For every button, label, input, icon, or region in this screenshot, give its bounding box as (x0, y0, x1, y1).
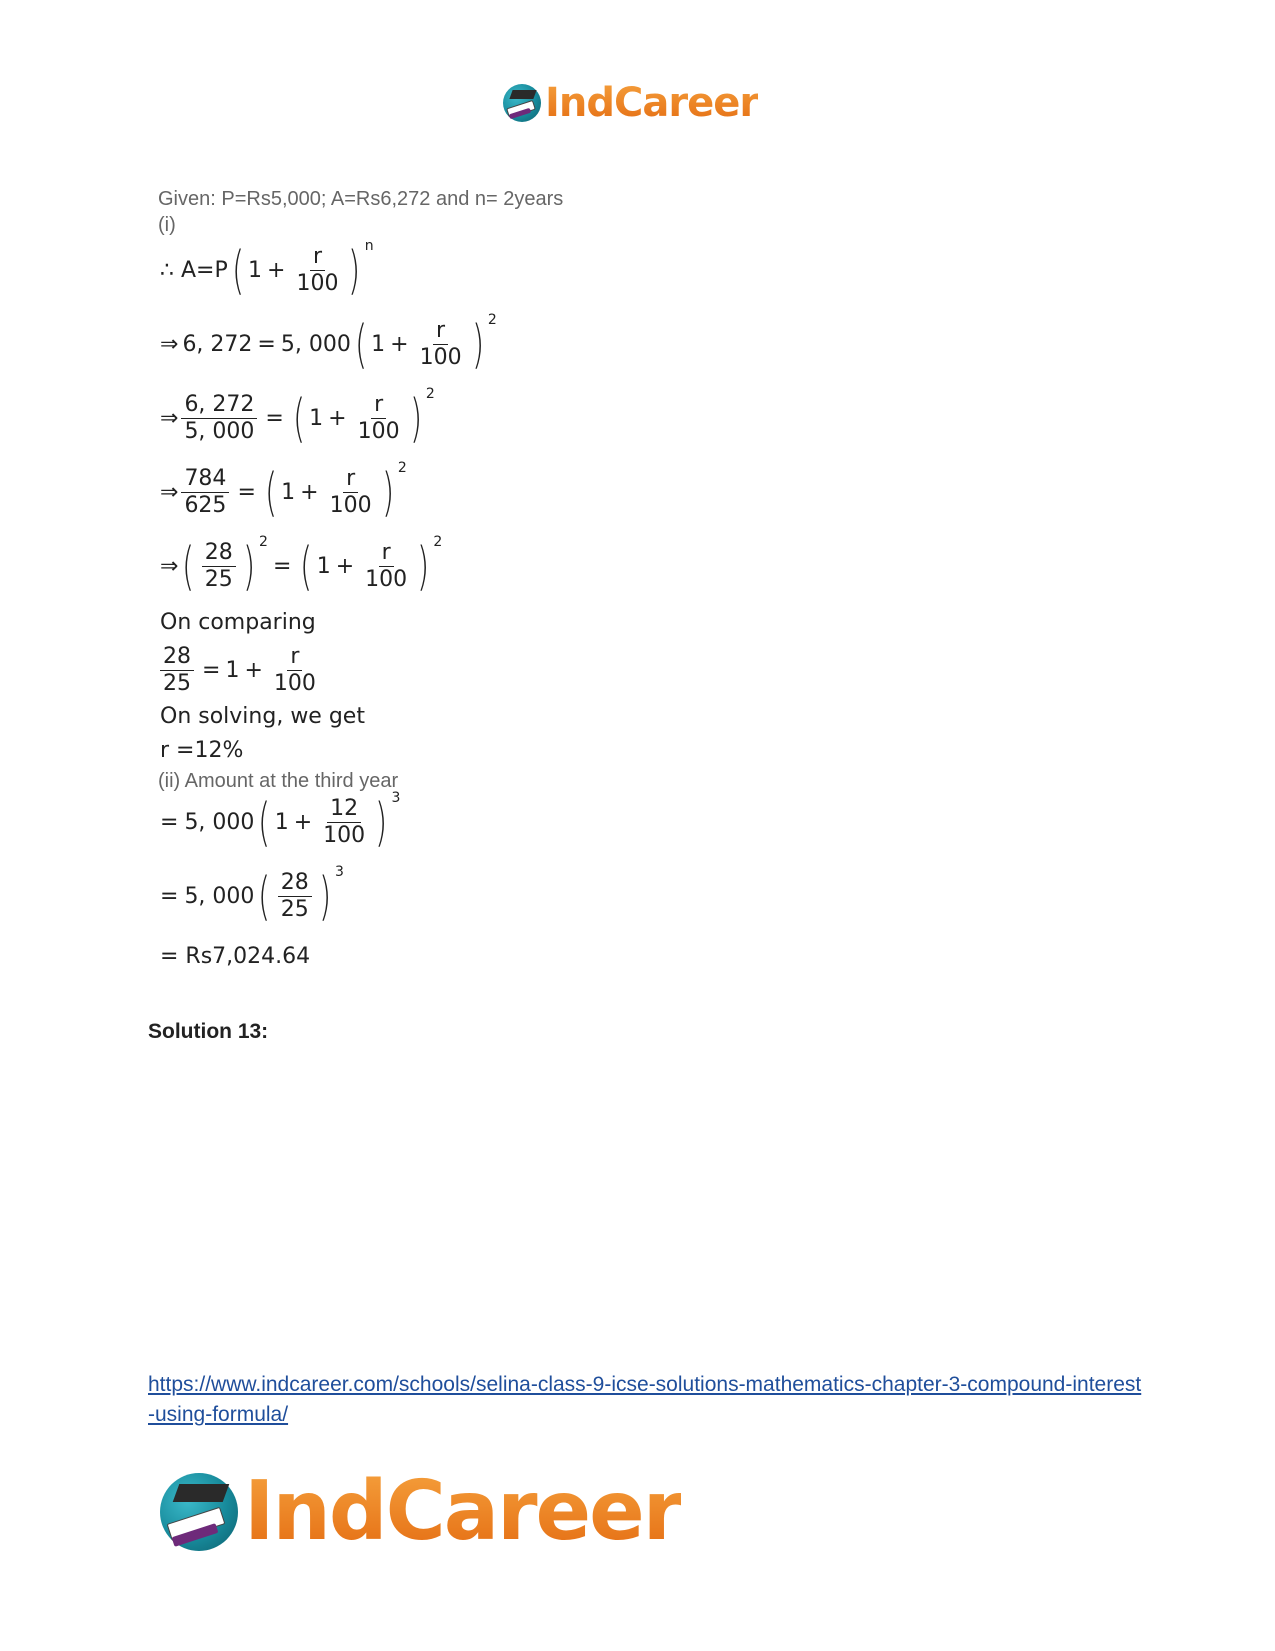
principal-value: 5, 000 (280, 332, 351, 357)
indcareer-logo-top (503, 80, 758, 126)
footer-source-link[interactable]: https://www.indcareer.com/schools/selina-class-9-icse-solutions-mathematics-chapter-3-compound-interest-using-formula/ (148, 1373, 1142, 1426)
numerator: r (371, 392, 386, 419)
exponent: 2 (397, 460, 407, 476)
solution-13-heading: Solution 13: (148, 1020, 269, 1043)
plus-sign: + (328, 406, 347, 431)
lhs-fraction (181, 392, 257, 445)
plus-sign: + (390, 332, 409, 357)
formula-step-6 (160, 644, 322, 697)
denominator: 625 (184, 493, 227, 518)
implies-arrow: ⇒ (160, 332, 179, 357)
on-solving-text: On solving, we get (160, 704, 365, 729)
numerator: r (287, 644, 302, 671)
denominator: 100 (419, 345, 462, 370)
formula-prefix: ∴ A=P (160, 258, 228, 283)
principal-value: 5, 000 (184, 884, 255, 909)
given-statement: Given: P=Rs5,000; A=Rs6,272 and n= 2years (158, 188, 564, 210)
exponent: 2 (425, 386, 435, 402)
numerator: 28 (160, 644, 194, 671)
equals-sign: = (160, 884, 179, 909)
denominator: 100 (329, 493, 372, 518)
plus-sign: + (300, 480, 319, 505)
one: 1 (248, 258, 263, 283)
equals-sign: = (202, 658, 221, 683)
numerator: r (310, 244, 325, 271)
lhs-value: 6, 272 (182, 332, 253, 357)
formula-step-2: ⇒ 6, 272 = 5, 000 ( 1 + $\frac{r}{100}$ ) 2 (160, 312, 497, 375)
fraction (320, 796, 368, 849)
plus-sign: + (335, 554, 355, 579)
equals-sign: = (272, 554, 292, 579)
graduation-cap-book-globe-icon (160, 1473, 238, 1551)
one: 1 (316, 554, 331, 579)
graduation-cap-book-globe-icon (503, 84, 541, 122)
one: 1 (281, 480, 296, 505)
one: 1 (225, 658, 240, 683)
plus-sign: + (293, 810, 313, 835)
fraction (417, 318, 465, 371)
fraction (362, 540, 410, 593)
part-i-label: (i) (158, 214, 176, 236)
denominator: 25 (204, 567, 233, 592)
one: 1 (371, 332, 386, 357)
exponent: 2 (487, 312, 497, 328)
one: 1 (309, 406, 324, 431)
denominator: 100 (365, 567, 408, 592)
formula-step-4: ⇒ $\frac{784}{625}$ = ( 1 + $\frac{r}{100}$ ) 2 (160, 460, 407, 523)
denominator: 100 (273, 671, 316, 696)
denominator: 25 (280, 897, 309, 922)
numerator: r (379, 540, 394, 567)
formula-step-3: ⇒ $\frac{6, 272}{5, 000}$ = ( 1 + $\frac{r}{100}$ ) 2 (160, 386, 435, 449)
denominator: 25 (163, 671, 191, 696)
equals-sign: = (257, 332, 276, 357)
plus-sign: + (244, 658, 263, 683)
principal-value: 5, 000 (184, 810, 255, 835)
indcareer-logo-bottom (160, 1464, 682, 1559)
amount-step-2: = 5, 000 ( $\frac{28}{25}$ ) 3 (160, 864, 344, 927)
equals-sign: = (237, 480, 256, 505)
on-comparing-text: On comparing (160, 610, 316, 635)
implies-arrow: ⇒ (160, 554, 179, 579)
numerator: 28 (278, 870, 312, 897)
one: 1 (274, 810, 289, 835)
exponent: 3 (391, 790, 401, 806)
denominator: 100 (323, 823, 366, 848)
lhs-fraction (160, 644, 194, 697)
logo-wordmark: IndCareer (545, 80, 759, 126)
part-ii-label: (ii) Amount at the third year (158, 770, 399, 792)
exponent: n (364, 238, 374, 254)
equals-sign: = (265, 406, 284, 431)
fraction (271, 644, 319, 697)
numerator: 28 (202, 540, 236, 567)
numerator: 12 (327, 796, 361, 823)
plus-sign: + (267, 258, 286, 283)
amount-step-1: = 5, 000 ( 1 + $\frac{12}{100}$ ) 3 (160, 790, 401, 853)
fraction (278, 870, 312, 923)
logo-wordmark: IndCareer (244, 1464, 682, 1559)
exponent: 3 (335, 864, 344, 880)
denominator: 100 (296, 271, 339, 296)
formula-step-1: ∴ A=P ( 1 + $\frac{r}{100}$ ) n (160, 238, 374, 301)
fraction (293, 244, 341, 297)
formula-step-5: ⇒ ( $\frac{28}{25}$ ) 2 = ( 1 + $\frac{r}{100}$ ) 2 (160, 534, 443, 597)
lhs-exponent: 2 (259, 534, 268, 550)
equals-sign: = (160, 810, 179, 835)
numerator: r (433, 318, 448, 345)
lhs-fraction (181, 466, 229, 519)
numerator: r (343, 466, 358, 493)
denominator: 100 (357, 419, 400, 444)
exponent: 2 (433, 534, 443, 550)
denominator: 5, 000 (184, 419, 255, 444)
fraction (327, 466, 375, 519)
fraction (355, 392, 403, 445)
lhs-fraction (202, 540, 236, 593)
implies-arrow: ⇒ (160, 480, 179, 505)
numerator: 784 (181, 466, 229, 493)
implies-arrow: ⇒ (160, 406, 179, 431)
final-amount: = Rs7,024.64 (160, 944, 311, 969)
rate-result: r =12% (160, 738, 244, 763)
numerator: 6, 272 (181, 392, 257, 419)
